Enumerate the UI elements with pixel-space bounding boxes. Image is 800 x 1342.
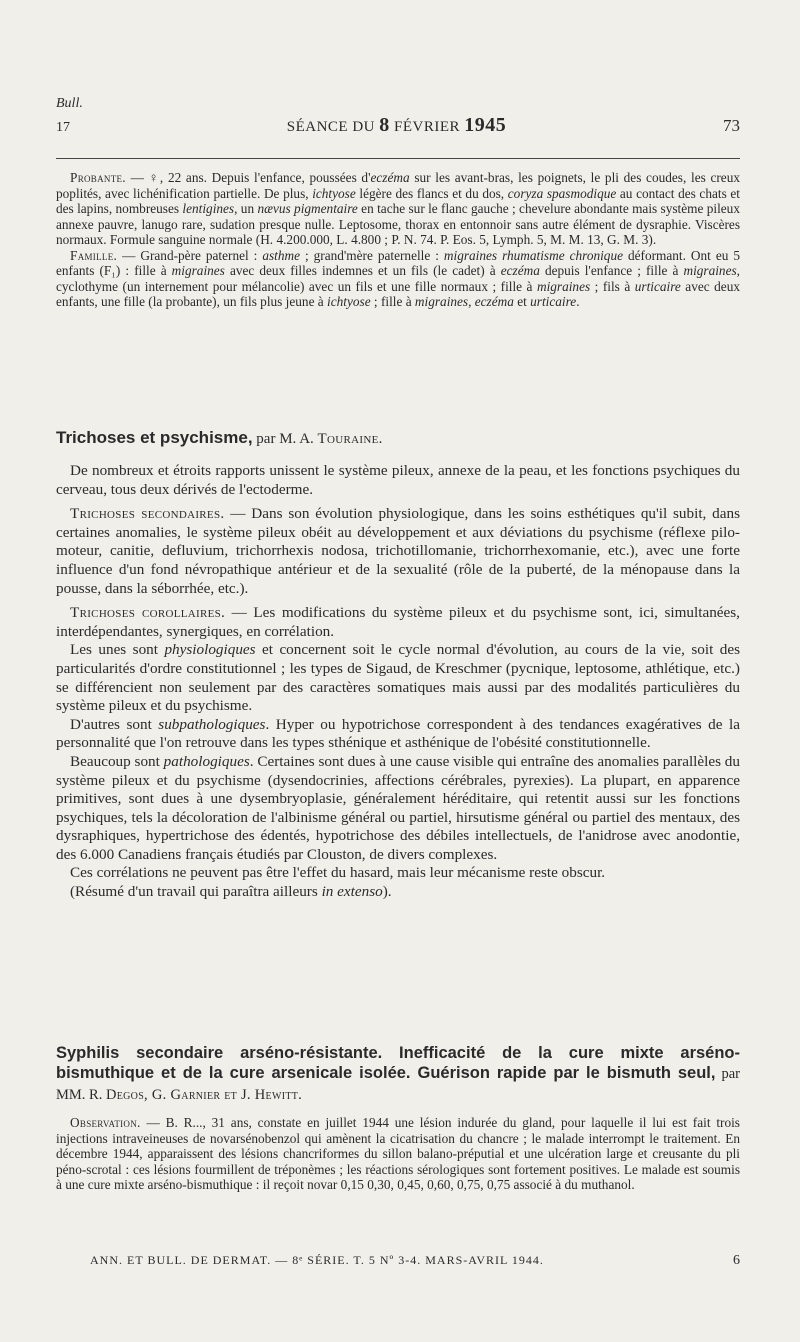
italic-term: eczéma [370,170,410,185]
page-number: 73 [723,116,740,135]
text-run: — ♀, 22 ans. Depuis l'enfance, poussées d' [125,170,371,185]
italic-term: asthme [262,247,300,263]
probante-paragraph [56,170,740,248]
trichoses-article [56,428,740,902]
byline-prefix: par M. A. [252,431,318,447]
italic-term: eczéma [500,263,540,278]
italic-term: physiologiques [164,641,256,659]
journal-citation: ANN. ET BULL. DE DERMAT. — 8ᵉ SÉRIE. T. 5 Nº 3-4. MARS-AVRIL 1944. [90,1253,544,1267]
text-run: ; fille à [370,294,415,309]
text-run: en tache sur le flanc gauche ; chevelure abondante mais système pileux annexe pauvre, lanugo rare, sudation presque nulle. Leptosome, thorax en entonnoir sans autre élément de dysraphie. Viscères normaux. Formule sanguine normale (H. 4.200.000, L. 4.800 ; P. N. 74. P. Eos. 5, Lymph. 5, M. M. 13, G. M. 3). [56,201,740,247]
header-left-number: 17 [56,120,70,135]
header-month: FÉVRIER [389,119,465,135]
byline [253,431,383,447]
secondary-paragraph [56,505,740,598]
section-label: Trichoses secondaires. [70,505,225,523]
header-rule [56,158,740,159]
text-run: — Grand-père paternel : [117,247,263,263]
text-run: , un [234,201,258,216]
syphilis-article [56,1043,740,1193]
author-names: Degos, G. Garnier et J. Hewitt [105,1087,299,1103]
header-seance: SÉANCE DU [286,119,380,135]
article-title [56,428,740,448]
page-footer [90,1253,740,1269]
observation-paragraph [56,1115,740,1193]
text-run: . [576,294,580,309]
summary-note [56,883,740,902]
text-run: , cyclothyme (un internement pour mélancolie) avec un fils et une fille normaux ; fille à [56,263,740,294]
italic-term: lentigines [182,201,235,216]
italic-term: migraines [683,263,737,278]
italic-term: urticaire [634,278,681,294]
italic-term: in extenso [321,883,383,901]
text-run: et [513,294,531,309]
italic-term: migraines rhumatisme chronique [443,247,624,263]
text-run: ; grand'mère paternelle : [300,247,444,263]
italic-term: pathologiques [163,752,250,770]
text-run: D'autres sont [70,715,159,733]
probante-section [56,170,740,310]
text-run: sur les avant-bras, les poignets, le pli des coudes, les creux poplités, avec lichénification partielle. De plus, [56,170,740,201]
italic-term: ichtyose [327,294,371,309]
title-text: Trichoses et psychisme, [56,428,253,447]
article-title [56,1043,740,1105]
text-run: avec deux enfants, une fille (la probante), un fils plus jeune à [56,278,740,309]
text-run: Beaucoup sont [70,752,164,770]
text-run: (Résumé d'un travail qui paraîtra ailleurs [70,883,322,901]
text-run: . Hyper ou hypotrichose correspondent à des tendances exagératives de la personnalité que l'on retrouve dans les types sthénique et asthénique de l'obésité constitutionnelle. [56,715,740,752]
running-header [56,114,740,140]
text-run: légère des flancs et du dos, [355,185,508,201]
header-year: 1945 [464,114,507,136]
byline-end: . [298,1087,302,1103]
text-run: — B. R..., 31 ans, constate en juillet 1944 une lésion indurée du gland, pour laquelle il lui est fait trois injections intraveineuses de novarsénobenzol qui amènent la cicatrisation du chancre ; le malade interrompt le traitement. En décembre 1944, apparaissent des lésions chancriformes du sillon balano-préputial et une ulcération large et creusante du pli péno-scrotal : ces lésions fourmillent de tréponèmes ; les réactions sérologiques sont fortement positives. Le malade est soumis à une cure mixte arséno-bismuthique : il reçoit novar 0,15 0,30, 0,45, 0,60, 0,75, 0,75 associé à du muthanol. [56,1115,740,1192]
text-run: ; fils à [590,278,635,294]
text-run: Les unes sont [70,641,165,659]
italic-term: urticaire [530,294,577,309]
subpathological-paragraph [56,716,740,753]
byline-end: . [378,431,383,447]
italic-term: migraines [171,263,225,278]
text-run: déformant. Ont eu 5 enfants (F₁) : fille à [56,247,741,278]
text-run: . Certaines sont dues à une cause visible qui entraîne des anomalies parallèles du système pileux et du psychisme (dysendocrinies, affections cérébrales, pyrexies). La plupart, en apparence primitives, sont dues à une dysembryoplasie, généralement héréditaire, qui retentit aussi sur les fonctions psychiques, tels la décoloration de l'albinisme général ou partiel, hirsutisme général ou partiel des mentaux, des dysraphiques, hypertrichose des édentés, hypotrichose des débiles intellectuels, de l'anidrose avec anodontie, des 6.000 Canadiens français étudiés par Clouston, de divers complexes. [56,752,740,863]
italic-term: coryza spasmodique [507,185,617,201]
famille-paragraph [56,248,740,310]
italic-term: ichtyose [312,185,356,201]
section-label: Trichoses corollaires. [70,604,226,622]
corollary-paragraph [56,604,740,641]
byline-prefix: par MM. R. [56,1066,740,1103]
italic-term: nævus pigmentaire [257,201,358,216]
physiological-paragraph [56,641,740,715]
text-run: — Dans son évolution physiologique, dans les soins esthétiques qu'il subit, dans certaines anomalies, le système pileux obéit au développement et aux déviations du psychisme (réflexe pilo-moteur, canitie, defluvium, trichorrhexis nodosa, trichotillomanie, trichorrhexomanie, etc.), avec une forte influence d'un fond névropathique antérieur et de la sexualité (rôle de la puberté, de la ménopause dans la pousse, dans la séborrhée, etc.). [56,505,741,597]
author-name: Touraine [317,431,379,447]
observation-label: Observation. [70,1115,141,1130]
pathological-paragraph [56,753,740,865]
title-text: Syphilis secondaire arséno-résistante. Inefficacité de la cure mixte arséno-bismuthique et de la cure arsenicale isolée. Guérison rapide par le bismuth seul, [56,1044,740,1082]
header-title [287,114,507,137]
text-run: et concernent soit le cycle normal d'évolution, au cours de la vie, soit des particularités d'ordre constitutionnel ; les types de Sigaud, de Kreschmer (pycnique, leptosome, athlétique, etc.) se différencient non seulement par des caractères somatiques mais aussi par des modalités particulières du système pileux et du psychisme. [56,641,740,715]
intro-paragraph: De nombreux et étroits rapports unissent le système pileux, annexe de la peau, et les fonctions psychiques du cerveau, tous deux dérivés de l'ectoderme. [56,462,740,498]
text-run: au contact des chats et des lapins, nombreuses [56,185,740,216]
text-run: depuis l'enfance ; fille à [539,263,684,278]
signature-number: 6 [733,1253,740,1268]
bulletin-note: Bull. [56,96,83,111]
conclusion-paragraph: Ces corrélations ne peuvent pas être l'effet du hasard, mais leur mécanisme reste obscur. [70,864,606,882]
text-run: — Les modifications du système pileux et du psychisme sont, ici, simultanées, interdépendantes, synergiques, en corrélation. [56,604,740,640]
italic-term: migraines [536,278,591,294]
probante-label: Probante. [70,170,126,185]
text-run: ). [382,883,392,901]
italic-term: migraines, eczéma [414,294,514,309]
text-run: avec deux filles indemnes et un fils (le cadet) à [224,263,501,278]
header-day: 8 [379,114,390,136]
italic-term: subpathologiques [158,715,266,733]
famille-label: Famille. [70,247,118,263]
